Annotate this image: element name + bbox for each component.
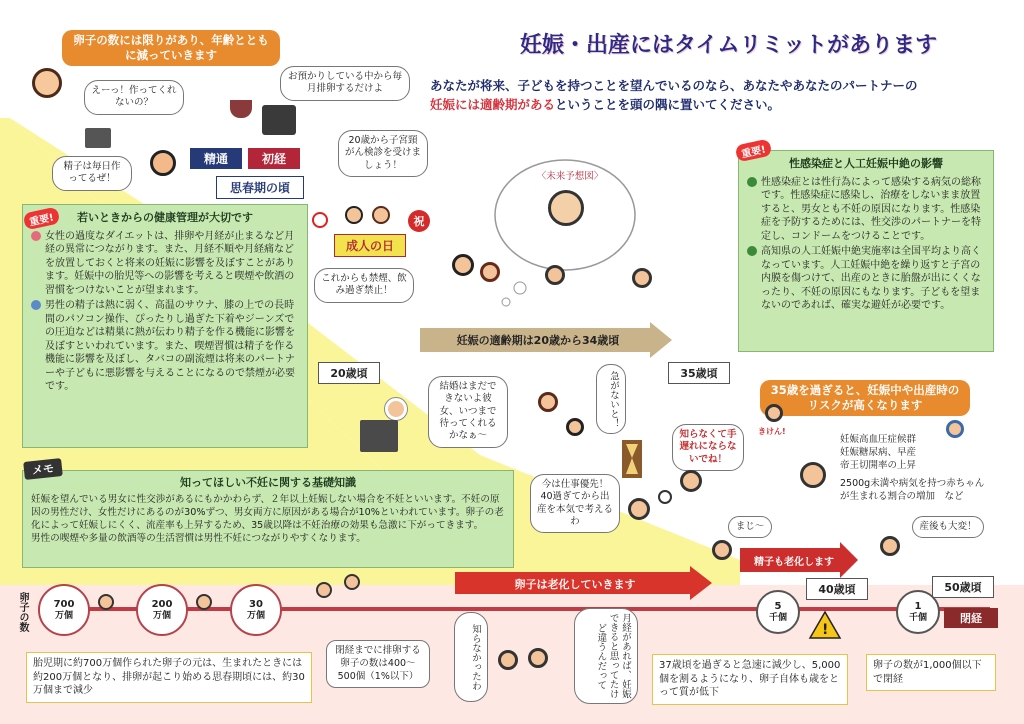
egg-limit-note: 卵子の数には限りがあり、年齢とともに減っていきます xyxy=(62,30,280,66)
baby-illustration xyxy=(98,594,114,610)
infertility-body-2: 男性の喫煙や多量の飲酒等の生活習慣は男性不妊につながりやすくなります。 xyxy=(31,532,366,544)
pregnant-couple-illustration xyxy=(632,268,652,288)
bubble-didnt-know: 知らなかったわ xyxy=(454,612,488,702)
intro-highlight: 妊娠には適齢期がある xyxy=(430,97,556,113)
egg-count-unit: 万個 xyxy=(152,610,171,621)
office-woman-illustration xyxy=(628,498,650,520)
proposal-illustration xyxy=(545,265,565,285)
bubble-hurry: 急がないと！ xyxy=(596,364,626,434)
infection-heading: 性感染症と人工妊娠中絶の影響 xyxy=(789,157,943,170)
future-label: 〈未来予想図〉 xyxy=(536,171,604,182)
surprised-couple-man-illustration xyxy=(528,648,548,668)
egg-count-5k xyxy=(756,590,800,634)
worker-man-illustration xyxy=(385,398,407,420)
warning-woman-illustration xyxy=(680,470,702,492)
important-badge-infection: 重要! xyxy=(735,139,772,163)
danger-woman-illustration xyxy=(765,404,783,422)
note-after37: 37歳頃を過ぎると急速に減少し、5,000個を割るようになり、卵子自体も歳をとって質が低下 xyxy=(652,654,848,705)
bubble-after-birth: 産後も大変！ xyxy=(912,516,984,538)
pregnant-woman-illustration xyxy=(800,462,826,488)
infertility-heading: 知ってほしい不妊に関する基礎知識 xyxy=(180,476,356,489)
tag-age-35: 35歳頃 xyxy=(668,362,730,384)
infection-box xyxy=(738,150,994,352)
health-heading: 若いときからの健康管理が大切です xyxy=(77,211,253,224)
infant-illustration xyxy=(196,594,212,610)
tag-coming-of-age: 成人の日 xyxy=(334,234,406,257)
infection-item-abortion xyxy=(747,245,985,313)
couple-date-woman-illustration xyxy=(480,262,500,282)
couple-woman-illustration xyxy=(372,206,390,224)
egg-count-num: 200 xyxy=(151,598,173,610)
egg-count-unit: 千個 xyxy=(768,612,787,623)
man-icon xyxy=(31,300,41,310)
rice-bowl-icon xyxy=(230,100,252,118)
infection-item-std-text: 性感染症とは性行為によって感染する病気の総称です。性感染症に感染し、治療をしないまま放置すると、男女とも不妊の原因になります。性感染症を予防するためには、性交渉のパートナーを特定し、コンドームをつけることです。 xyxy=(761,176,981,242)
clover-icon xyxy=(747,246,757,256)
tag-puberty: 思春期の頃 xyxy=(216,176,304,199)
intro-text xyxy=(430,76,1020,115)
chasing-couple-illustration xyxy=(538,392,558,412)
infection-item-std xyxy=(747,176,985,244)
egg-count-30 xyxy=(230,584,282,636)
woman-icon xyxy=(31,231,41,241)
running-man-illustration xyxy=(566,418,584,436)
bubble-no-smoking: これからも禁煙、飲み過ぎ禁止！ xyxy=(314,268,414,303)
svg-text:!: ! xyxy=(822,622,829,638)
young-couple-man-illustration xyxy=(344,574,360,590)
note-fetal: 胎児期に約700万個作られた卵子の元は、生まれたときには約200万個となり、排卵が起こり始める思春期頃には、約30万個まで減少 xyxy=(26,652,312,703)
tag-menopause: 閉経 xyxy=(944,608,998,628)
tired-mother-illustration xyxy=(880,536,900,556)
bubble-eh: えーっ！作ってくれないの？ xyxy=(84,80,184,115)
future-family-illustration xyxy=(548,190,584,226)
egg-count-unit: 万個 xyxy=(54,610,73,621)
infection-item-abortion-text: 高知県の人工妊娠中絶実施率は全国平均より高くなっています。人工妊娠中絶を繰り返すと子宮の内膜を傷つけて、出産のときに胎盤が出にくくなったり、不妊の原因にもなります。子どもを望まないのであれば、確実な避妊が必要です。 xyxy=(761,246,981,312)
young-couple-illustration xyxy=(316,582,332,598)
health-item-women xyxy=(31,230,299,298)
egg-count-unit: 万個 xyxy=(246,610,265,621)
egg-count-num: 5 xyxy=(774,600,782,612)
note-ovulate: 閉経までに排卵する卵子の数は400～500個（1%以下） xyxy=(326,640,430,688)
bubble-sperm-daily: 精子は毎日作ってるぜ！ xyxy=(52,156,132,191)
health-item-men xyxy=(31,299,299,394)
memo-badge: メモ xyxy=(23,458,63,480)
tag-age-50: 50歳頃 xyxy=(932,576,994,598)
factory-machine-icon xyxy=(360,420,398,452)
factory-icon xyxy=(85,128,111,148)
bubble-maji: まじ～ xyxy=(728,516,772,538)
important-badge-health: 重要! xyxy=(23,207,60,231)
risk-heading: 35歳を過ぎると、妊娠中や出産時のリスクが高くなります xyxy=(760,380,970,416)
couple-date-illustration xyxy=(452,254,474,276)
infertility-box xyxy=(22,470,514,568)
bubble-cancer-check: 20歳から子宮頸がん検診を受けましょう！ xyxy=(338,130,428,177)
intro-line-2 xyxy=(430,95,1020,114)
egg-count-num: 1 xyxy=(914,600,922,612)
sperm-aging-label: 精子も老化します xyxy=(754,557,834,568)
bubble-thought-possible: 月経があれば、妊娠できると思ってたけど違うんだって xyxy=(574,608,638,704)
tag-shokei: 初経 xyxy=(248,148,300,169)
bubble-deposit: お預かりしている中から毎月排卵するだけよ xyxy=(280,66,410,101)
egg-count-700 xyxy=(38,584,90,636)
aging-man-illustration xyxy=(712,540,732,560)
safe-icon xyxy=(262,105,296,135)
no-smoking-icon xyxy=(312,212,328,228)
tag-age-40: 40歳頃 xyxy=(806,578,868,600)
risk-list: 妊娠高血圧症候群 妊娠糖尿病、早産 帝王切開率の上昇 xyxy=(840,434,917,471)
muscle-man-illustration xyxy=(150,150,176,176)
egg-axis-label: 卵子の数 xyxy=(17,592,28,632)
prime-age-banner: 妊娠の適齢期は20歳から34歳頃 xyxy=(456,334,620,347)
doctor-illustration xyxy=(946,420,964,438)
tag-seitsuu: 精通 xyxy=(190,148,242,169)
cloud-dot xyxy=(514,282,526,294)
note-menopause: 卵子の数が1,000個以下で閉経 xyxy=(866,654,996,691)
health-item-women-text: 女性の過度なダイエットは、排卵や月経が止まるなど月経の異常につながります。また、月経不順や月経痛などを放置しておくと将来の妊娠に影響を及ぼすことがあります。妊娠中の胎児等への影響を考えると喫煙や飲酒の習慣をつけないことが望まれます。 xyxy=(45,230,295,296)
tag-age-20: 20歳頃 xyxy=(318,362,380,384)
surprised-woman-illustration xyxy=(32,68,62,98)
egg-aging-label: 卵子は老化していきます xyxy=(514,578,636,591)
health-box xyxy=(22,204,308,448)
egg-count-1k xyxy=(896,590,940,634)
bubble-didnt-know-late: 知らなくて手遅れにならないでね！ xyxy=(672,424,744,471)
clock-icon xyxy=(658,490,672,504)
intro-line-1: あなたが将来、子どもを持つことを望んでいるのなら、あなたやあなたのパートナーの xyxy=(430,78,918,93)
intro-rest: ということを頭の隅に置いてください。 xyxy=(555,97,781,113)
clover-icon xyxy=(747,177,757,187)
infertility-body: 妊娠を望んでいる男女に性交渉があるにもかかわらず、２年以上妊娠しない場合を不妊といいます。不妊の原因の男性だけ、女性だけにあるのが30%ずつ、男女両方に原因がある場合が10%といわれています。卵子の老化によって妊娠しにくく、流産率も上昇するため、35歳以降は不妊治療の効果も急激に下がってきます。 xyxy=(31,493,504,531)
surprised-couple-illustration xyxy=(498,650,518,670)
bubble-work-first: 今は仕事優先！40過ぎてから出産を本気で考えるわ xyxy=(530,474,620,533)
tag-iwai: 祝 xyxy=(408,210,430,232)
egg-count-200 xyxy=(136,584,188,636)
health-list xyxy=(31,230,299,394)
egg-count-num: 30 xyxy=(249,598,263,610)
couple-man-illustration xyxy=(345,206,363,224)
bubble-marriage: 結婚はまだできないよ彼女、いつまで待ってくれるかなぁ～ xyxy=(428,376,508,448)
cloud-dot xyxy=(502,298,510,306)
danger-label: きけん! xyxy=(758,427,786,436)
page-title: 妊娠・出産にはタイムリミットがあります xyxy=(520,33,938,58)
health-item-men-text: 男性の精子は熱に弱く、高温のサウナ、膝の上での長時間のパソコン操作、ぴったりし過ぎた下着やジーンズでの圧迫などは精巣に熱が伝わり精子を作る機能に影響を及ぼすといわれています。また、喫煙習慣は精子を作る機能に影響を及ぼし、タバコの副流煙は将来のパートナーや子どもに悪影響を与えることになるので禁煙が必要です。 xyxy=(45,300,295,393)
egg-count-num: 700 xyxy=(53,598,75,610)
risk-extra: 2500g未満や病気を持つ赤ちゃんが生まれる割合の増加 など xyxy=(840,478,985,502)
egg-count-unit: 千個 xyxy=(908,612,927,623)
infection-list xyxy=(747,176,985,313)
